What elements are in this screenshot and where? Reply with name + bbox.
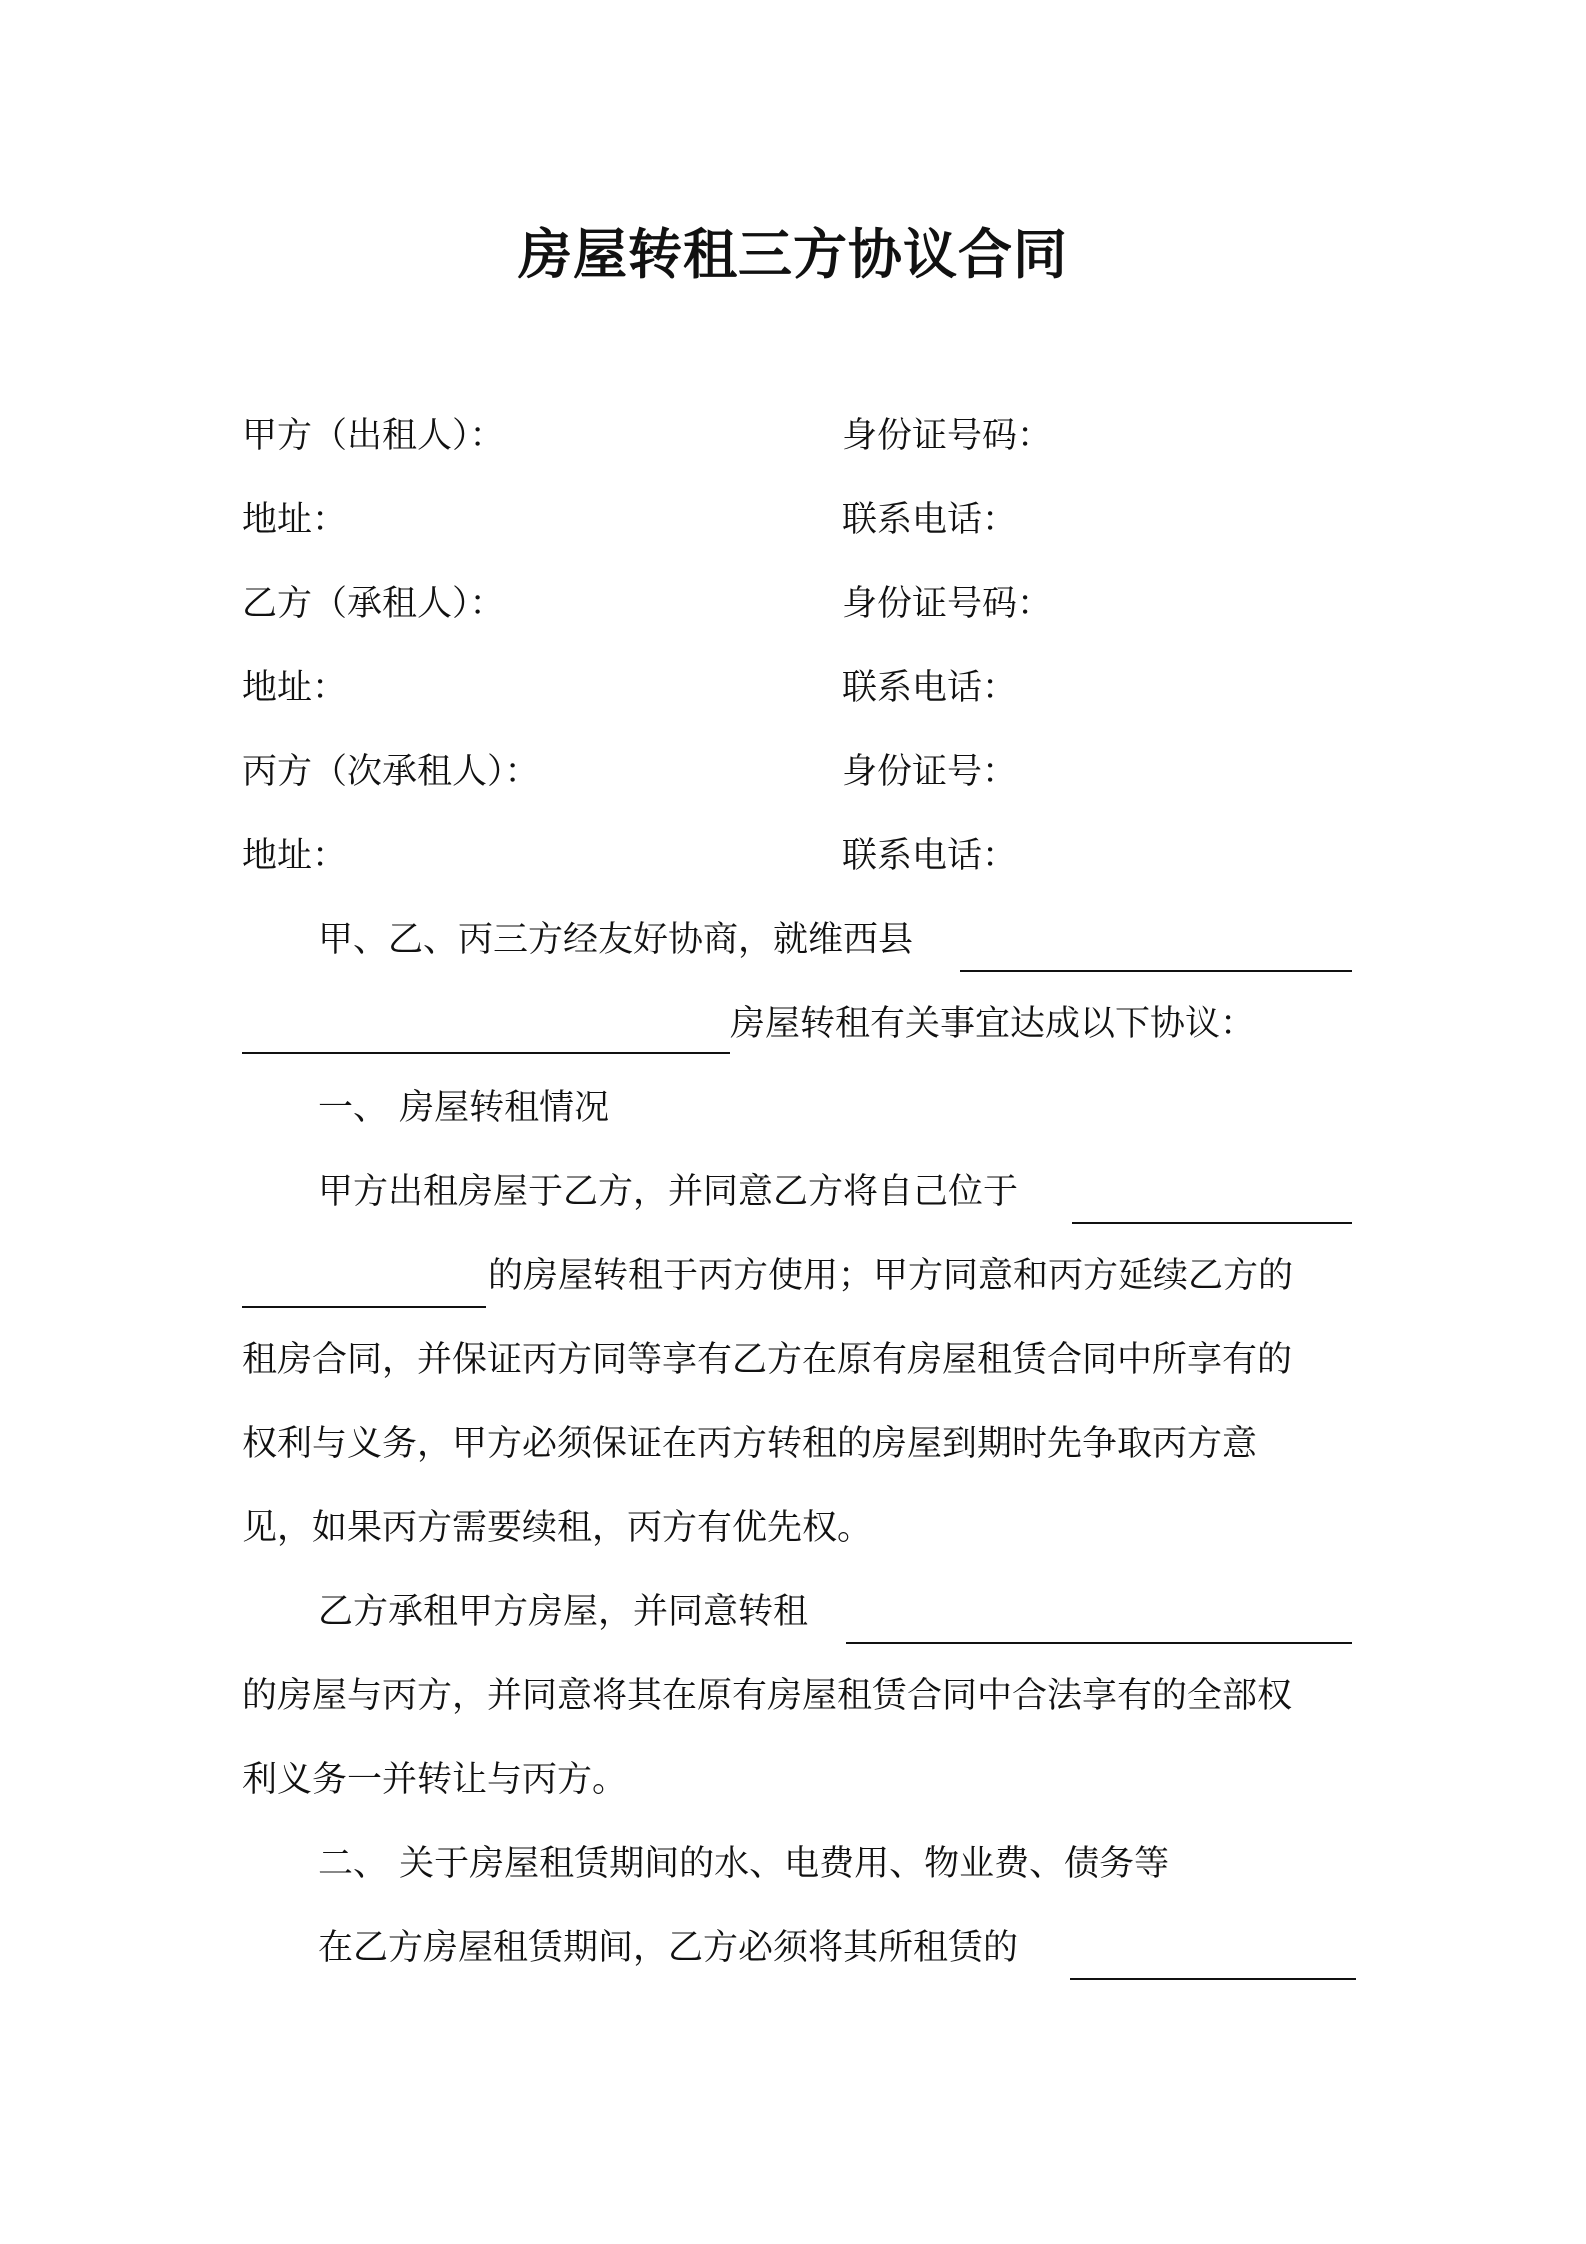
section-1-blank-3 [846, 1642, 1352, 1644]
section-1-blank-1 [1072, 1222, 1352, 1224]
section-1-p2-line-3: 利义务一并转让与丙方。 [242, 1760, 628, 1800]
party-a-address-label: 地址： [242, 500, 348, 540]
section-1-p1-line-5: 见，如果丙方需要续租，丙方有优先权。 [242, 1508, 873, 1548]
party-b-address-label: 地址： [242, 668, 348, 708]
intro-line-2: 房屋转租有关事宜达成以下协议： [730, 1004, 1256, 1044]
party-a-id-label: 身份证号码： [842, 416, 1053, 456]
intro-line-1: 甲、乙、丙三方经友好协商，就维西县 [318, 920, 914, 960]
section-1-p1-line-4: 权利与义务，甲方必须保证在丙方转租的房屋到期时先争取丙方意 [242, 1424, 1258, 1464]
party-c-phone-label: 联系电话： [842, 836, 1018, 876]
party-b-id-label: 身份证号码： [842, 584, 1053, 624]
document-title: 房屋转租三方协议合同 [518, 223, 1068, 286]
party-a-label: 甲方（出租人）： [242, 416, 505, 456]
party-c-label: 丙方（次承租人）： [242, 752, 540, 792]
section-1-p1-line-3: 租房合同，并保证丙方同等享有乙方在原有房屋租赁合同中所享有的 [242, 1340, 1293, 1380]
section-1-blank-2 [242, 1306, 486, 1308]
party-b-label: 乙方（承租人）： [242, 584, 505, 624]
section-1-heading: 一、 房屋转租情况 [318, 1088, 610, 1128]
section-1-p2-line-1: 乙方承租甲方房屋，并同意转租 [318, 1592, 809, 1632]
section-2-p1-line-1: 在乙方房屋租赁期间，乙方必须将其所租赁的 [318, 1928, 1019, 1968]
party-c-address-label: 地址： [242, 836, 348, 876]
party-b-phone-label: 联系电话： [842, 668, 1018, 708]
section-1-p1-line-2: 的房屋转租于丙方使用；甲方同意和丙方延续乙方的 [488, 1256, 1294, 1296]
section-1-p2-line-2: 的房屋与丙方，并同意将其在原有房屋租赁合同中合法享有的全部权 [242, 1676, 1293, 1716]
party-c-id-label: 身份证号： [842, 752, 1018, 792]
section-2-heading: 二、 关于房屋租赁期间的水、电费用、物业费、债务等 [318, 1844, 1170, 1884]
section-1-p1-line-1: 甲方出租房屋于乙方，并同意乙方将自己位于 [318, 1172, 1019, 1212]
intro-blank-2 [242, 1052, 730, 1054]
party-a-phone-label: 联系电话： [842, 500, 1018, 540]
intro-blank-1 [960, 970, 1352, 972]
section-2-blank-1 [1070, 1978, 1356, 1980]
